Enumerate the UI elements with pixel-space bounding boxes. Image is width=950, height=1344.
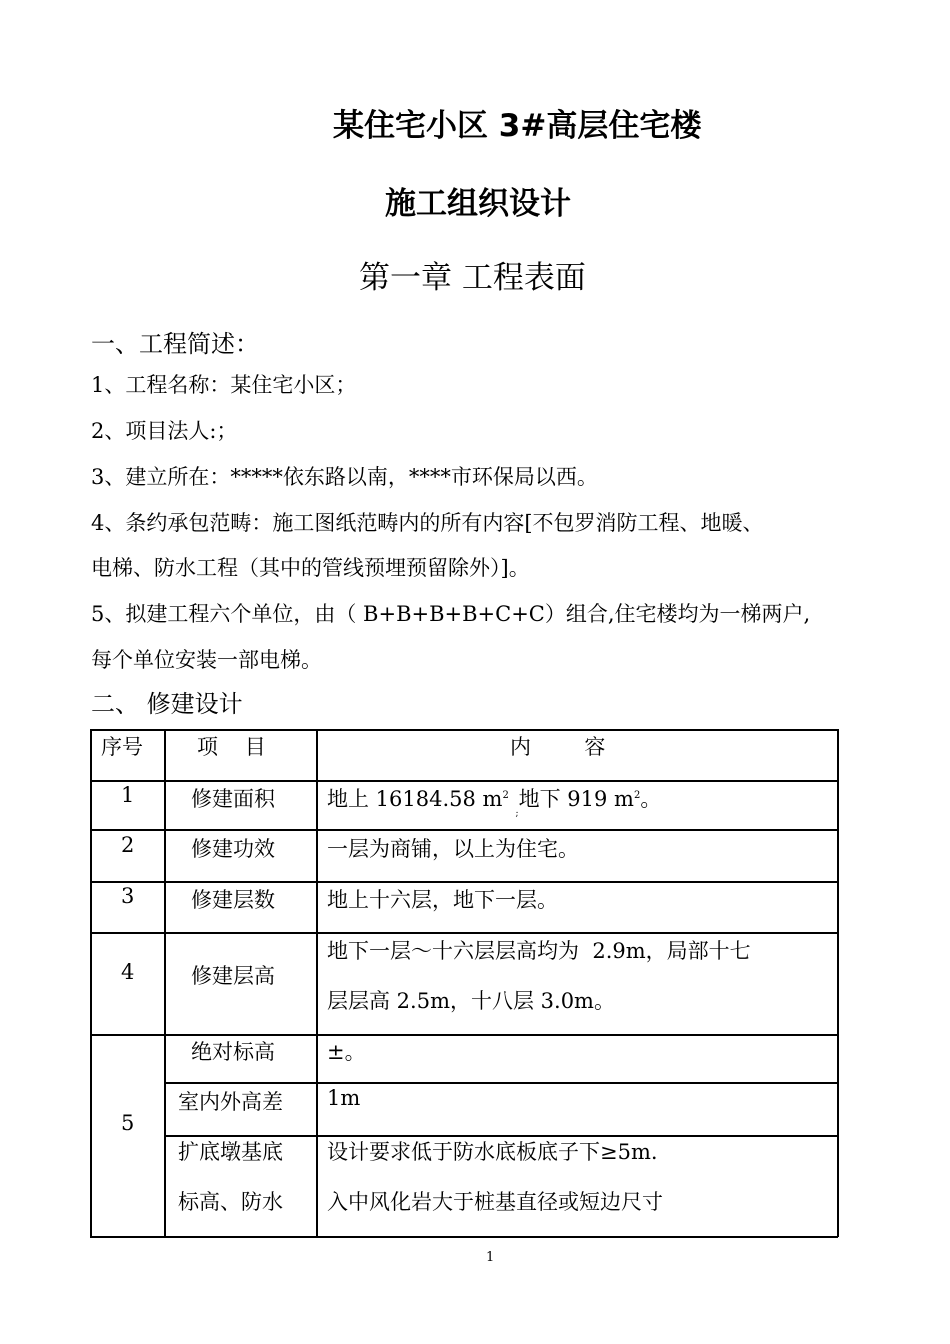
table-cell-item: 修建层数 — [191, 888, 275, 912]
table-cell-item: 修建功效 — [191, 837, 275, 861]
table-header-number: 序号 — [101, 735, 143, 759]
table-cell-item: 修建面积 — [191, 787, 275, 811]
table-cell-number: 4 — [121, 960, 135, 984]
table-cell-content: 层层高 2.5m，十八层 3.0m。 — [327, 989, 615, 1013]
overview-item: 5、拟建工程六个单位，由（ B+B+B+B+C+C）组合,住宅楼均为一梯两户, — [91, 602, 811, 626]
table-cell-item: 室内外高差 — [178, 1090, 283, 1114]
table-cell-content: 地上十六层，地下一层。 — [327, 888, 558, 912]
table-cell-content: ±。 — [327, 1040, 366, 1064]
table-cell-number: 2 — [121, 833, 135, 857]
document-subtitle: 施工组织设计 — [385, 186, 571, 222]
page-number: 1 — [486, 1250, 495, 1265]
table-cell-item: 绝对标高 — [191, 1040, 275, 1064]
table-cell-item: 标高、防水 — [178, 1190, 283, 1214]
table-cell-content: 地下一层～十六层层高均为 2.9m，局部十七 — [327, 939, 751, 963]
table-cell-item: 扩底墩基底 — [178, 1140, 283, 1164]
overview-item: 3、建立所在：*****依东路以南，****市环保局以西。 — [91, 465, 598, 489]
table-cell-content: 地上 16184.58 $m^2$ $_;$地下 919 $m^2$。 — [327, 787, 662, 819]
table-header-content: 内 容 — [510, 735, 606, 759]
table-cell-content: 入中风化岩大于桩基直径或短边尺寸 — [327, 1190, 663, 1214]
table-header-item: 项 目 — [197, 735, 266, 759]
overview-item: 每个单位安装一部电梯。 — [91, 648, 322, 672]
table-cell-item: 修建层高 — [191, 964, 275, 988]
table-cell-content: 设计要求低于防水底板底子下≥5m. — [327, 1140, 658, 1164]
overview-item: 4、条约承包范畴：施工图纸范畴内的所有内容[不包罗消防工程、地暖、 — [91, 511, 764, 535]
section-heading-overview: 一、工程简述： — [91, 330, 259, 358]
overview-item: 1、工程名称：某住宅小区； — [91, 373, 357, 397]
table-cell-number: 5 — [121, 1111, 135, 1135]
table-cell-number: 3 — [121, 884, 135, 908]
table-cell-content: 一层为商铺，以上为住宅。 — [327, 837, 579, 861]
table-cell-number: 1 — [121, 783, 135, 807]
overview-item: 2、项目法人:； — [91, 419, 238, 443]
overview-item: 电梯、防水工程（其中的管线预埋预留除外）]。 — [91, 556, 530, 580]
section-heading-design: 二、 修建设计 — [91, 690, 243, 718]
document-title: 某住宅小区 3#高层住宅楼 — [333, 108, 702, 144]
table-cell-content: 1m — [327, 1086, 361, 1110]
chapter-title: 第一章 工程表面 — [359, 260, 586, 296]
